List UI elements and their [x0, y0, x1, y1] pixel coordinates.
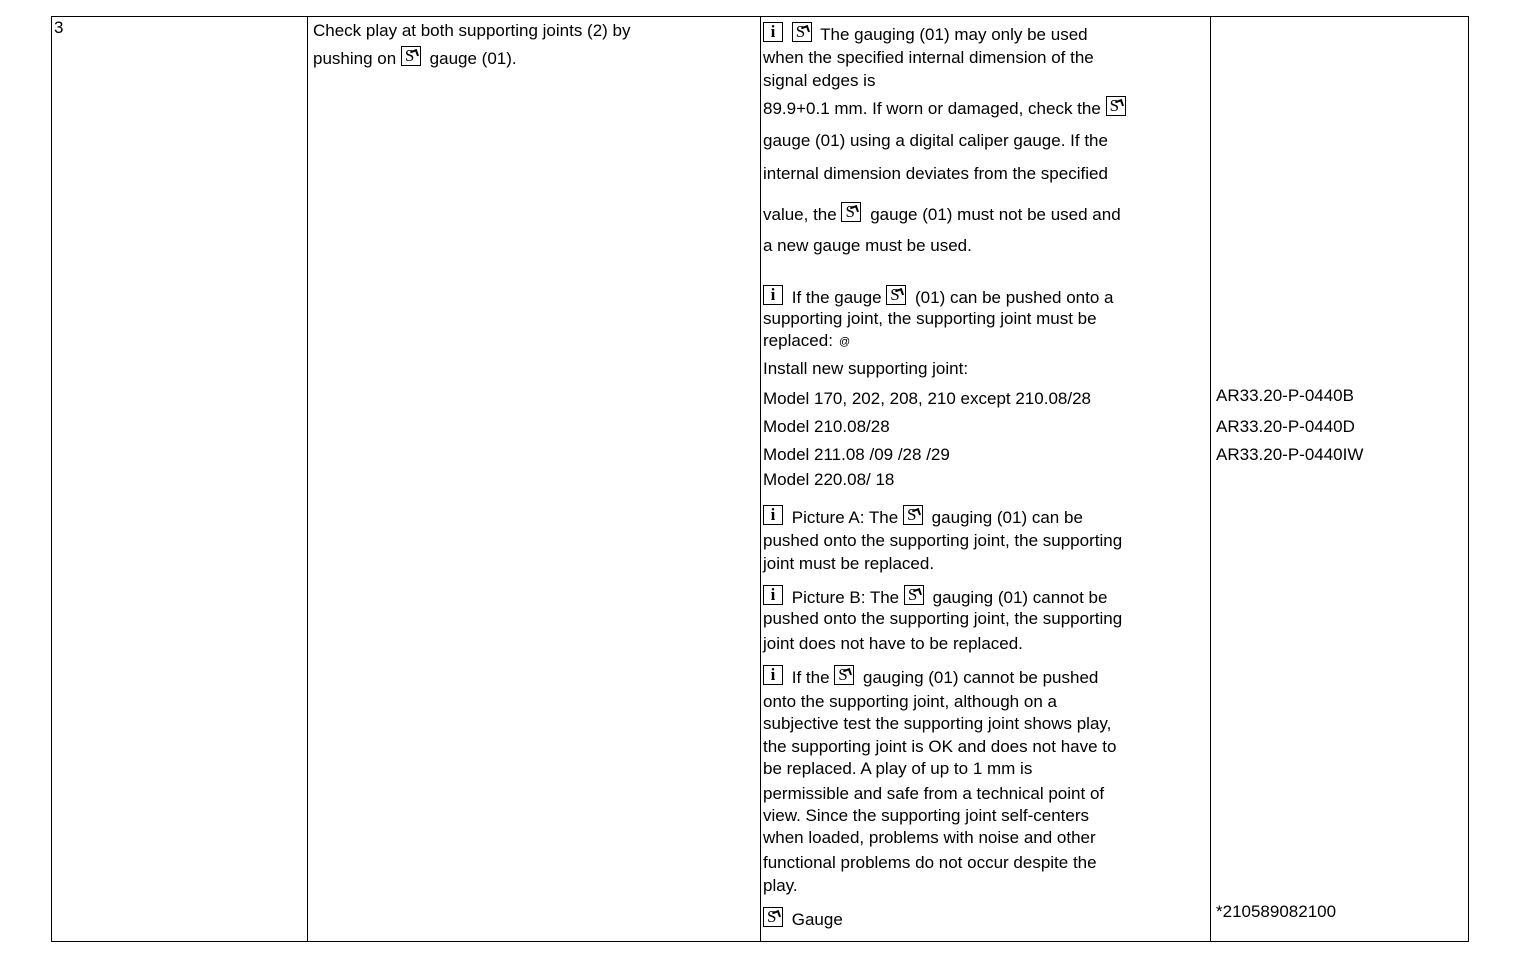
- column-divider: [307, 17, 308, 941]
- info-icon: [763, 285, 783, 305]
- at-symbol: @: [838, 336, 851, 348]
- tool-number: *210589082100: [1216, 902, 1337, 921]
- procedure-table: [51, 16, 1469, 942]
- special-tool-icon: [903, 505, 923, 525]
- model-line: Model 170, 202, 208, 210 except 210.08/28: [763, 389, 1091, 408]
- note-line: pushed onto the supporting joint, the supporting: [763, 609, 1123, 628]
- note-line: i If the gauge S (01) can be pushed onto a: [763, 285, 1114, 308]
- note-line: i Picture B: The S gauging (01) cannot be: [763, 585, 1107, 608]
- note-line: joint does not have to be replaced.: [763, 634, 1023, 653]
- note-line: i Picture A: The S gauging (01) can be: [763, 505, 1083, 528]
- special-tool-icon: [834, 665, 854, 685]
- note-line: signal edges is: [763, 71, 876, 90]
- special-tool-icon: [401, 46, 421, 66]
- reference-link[interactable]: AR33.20-P-0440B: [1216, 386, 1354, 405]
- note-line: gauge (01) using a digital caliper gauge. If the: [763, 131, 1108, 150]
- task-line: pushing on S gauge (01).: [313, 46, 517, 69]
- task-line: Check play at both supporting joints (2) by: [313, 21, 631, 40]
- note-line: internal dimension deviates from the specified: [763, 164, 1108, 183]
- note-line: onto the supporting joint, although on a: [763, 692, 1057, 711]
- note-line: permissible and safe from a technical point of: [763, 784, 1105, 803]
- special-tool-icon: [904, 585, 924, 605]
- note-line: value, the S gauge (01) must not be used and: [763, 202, 1121, 225]
- special-tool-icon: [841, 202, 861, 222]
- info-icon: [763, 665, 783, 685]
- info-icon: [763, 22, 783, 42]
- note-line: replaced: @: [763, 331, 851, 350]
- special-tool-icon: [792, 22, 812, 42]
- note-line: joint must be replaced.: [763, 554, 935, 573]
- note-line: pushed onto the supporting joint, the supporting: [763, 531, 1123, 550]
- note-line: when loaded, problems with noise and other: [763, 828, 1096, 847]
- column-divider: [1210, 17, 1211, 941]
- note-line: Install new supporting joint:: [763, 359, 969, 378]
- note-line: supporting joint, the supporting joint must be: [763, 309, 1097, 328]
- note-line: play.: [763, 876, 798, 895]
- note-line: i If the S gauging (01) cannot be pushed: [763, 665, 1098, 688]
- note-line: i S The gauging (01) may only be used: [763, 22, 1088, 45]
- model-line: Model 211.08 /09 /28 /29: [763, 445, 950, 464]
- info-icon: [763, 585, 783, 605]
- step-number: 3: [54, 18, 64, 37]
- reference-link[interactable]: AR33.20-P-0440IW: [1216, 445, 1364, 464]
- note-line: functional problems do not occur despite the: [763, 853, 1097, 872]
- special-tool-icon: [763, 907, 783, 927]
- note-line: subjective test the supporting joint shows play,: [763, 714, 1112, 733]
- note-line: a new gauge must be used.: [763, 236, 972, 255]
- note-line: view. Since the supporting joint self-centers: [763, 806, 1090, 825]
- reference-link[interactable]: AR33.20-P-0440D: [1216, 417, 1355, 436]
- gauge-line: S Gauge: [763, 907, 843, 930]
- note-line: the supporting joint is OK and does not have to: [763, 737, 1117, 756]
- column-divider: [760, 17, 761, 941]
- special-tool-icon: [886, 285, 906, 305]
- info-icon: [763, 505, 783, 525]
- note-line: when the specified internal dimension of the: [763, 48, 1094, 67]
- note-line: be replaced. A play of up to 1 mm is: [763, 759, 1033, 778]
- special-tool-icon: [1106, 96, 1126, 116]
- model-line: Model 220.08/ 18: [763, 470, 895, 489]
- model-line: Model 210.08/28: [763, 417, 890, 436]
- note-line: 89.9+0.1 mm. If worn or damaged, check the S: [763, 96, 1130, 119]
